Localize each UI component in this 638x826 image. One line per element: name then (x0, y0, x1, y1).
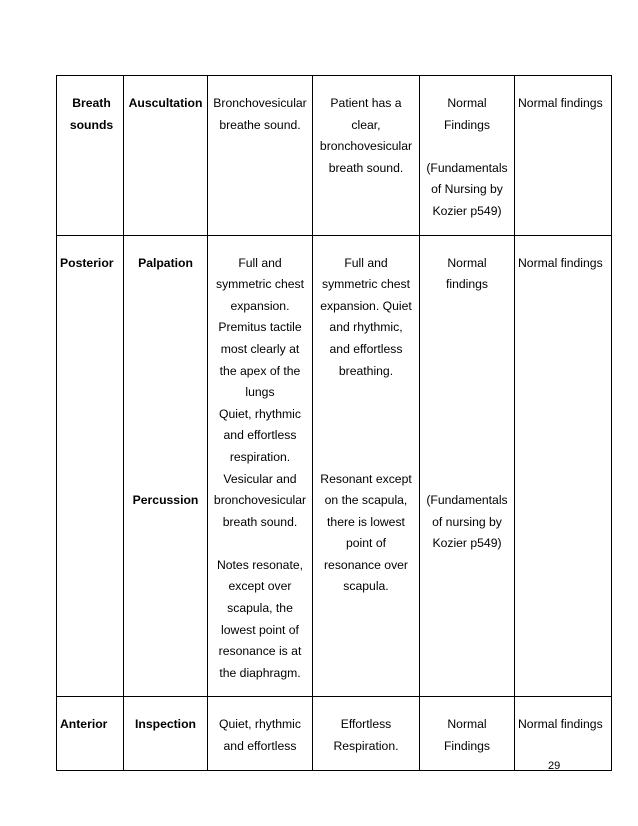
analysis-cell (420, 697, 515, 770)
normal-findings-cell (208, 235, 313, 697)
cell-line: breath sound. (328, 160, 404, 175)
blank-line (420, 339, 514, 361)
cell-line: except over (228, 579, 292, 594)
cell-line: Findings (443, 117, 491, 132)
blank-line (420, 382, 514, 404)
method-cell (124, 235, 208, 697)
cell-line: Full and (238, 255, 282, 270)
blank-line (124, 382, 207, 404)
cell-line: and effortless (223, 428, 297, 443)
actual-findings-cell (313, 697, 420, 770)
cell-line: lowest point of (221, 622, 299, 637)
blank-line (420, 469, 514, 491)
cell-line: scapula. (343, 579, 389, 594)
cell-line: expansion. Quiet (320, 298, 412, 313)
blank-line (124, 317, 207, 339)
cell-line: Kozier p549) (432, 536, 502, 551)
cell-line: most clearly at (220, 341, 300, 356)
assessment-table-body (57, 76, 612, 771)
normal-findings-cell (208, 76, 313, 236)
cell-line: Vesicular and (223, 471, 297, 486)
cell-line: resonance is at (218, 644, 302, 659)
cell-line: Kozier p549) (432, 203, 502, 218)
cell-line: Bronchovesicular (213, 96, 307, 110)
cell-line: clear, (351, 117, 381, 132)
cell-line: of Nursing by (431, 182, 503, 197)
blank-line (124, 404, 207, 426)
blank-line (313, 404, 419, 426)
cell-line: Respiration. (333, 739, 399, 754)
actual-findings-cell (313, 76, 420, 236)
result-text: Normal findings (518, 255, 603, 270)
cell-line: on the scapula, (324, 493, 408, 508)
cell-line: Effortless (340, 717, 392, 732)
blank-line (420, 361, 514, 383)
cell-line: Normal (447, 717, 487, 732)
page-number: 29 (548, 760, 561, 772)
result-cell (515, 235, 612, 697)
cell-line: breathing. (338, 363, 394, 378)
blank-line (124, 339, 207, 361)
cell-line: expansion. (230, 298, 290, 313)
blank-line (124, 361, 207, 383)
cell-line: point of (346, 536, 386, 551)
cell-line: Patient has a (330, 96, 402, 110)
breath-sounds-row (57, 76, 612, 236)
cell-line: sounds (69, 117, 114, 132)
cell-line: symmetric chest (215, 277, 305, 292)
blank-line (124, 425, 207, 447)
cell-line: symmetric chest (321, 277, 411, 292)
cell-line: bronchovesicular (213, 493, 307, 508)
cell-line: (Fundamentals (426, 160, 508, 175)
result-text: Normal findings (518, 717, 603, 732)
blank-line (124, 274, 207, 296)
method-label: Inspection (135, 717, 196, 732)
cell-line: respiration. (229, 449, 291, 464)
cell-line: lungs (245, 385, 275, 400)
cell-line: Premitus tactile (218, 320, 302, 335)
blank-line (313, 425, 419, 447)
blank-line (124, 469, 207, 491)
method-label: Palpation (138, 255, 193, 270)
cell-line: Quiet, rhythmic (219, 406, 301, 421)
result-cell (515, 76, 612, 236)
posterior-row (57, 235, 612, 697)
cell-line: and rhythmic, (329, 320, 403, 335)
normal-findings-cell (208, 697, 313, 770)
cell-line: Notes resonate, (216, 557, 304, 572)
blank-line (420, 404, 514, 426)
assessment-table (56, 75, 612, 771)
method-label: Auscultation (128, 96, 203, 110)
cell-line: Normal (447, 255, 487, 270)
blank-line (420, 425, 514, 447)
cell-line: Findings (443, 739, 491, 754)
blank-line (420, 136, 514, 158)
method-cell (124, 76, 208, 236)
method-cell (124, 697, 208, 770)
blank-line (124, 447, 207, 469)
cell-line: breathe sound. (219, 117, 301, 132)
blank-line (313, 382, 419, 404)
cell-line: resonance over (323, 557, 408, 572)
area-cell (57, 76, 124, 236)
cell-line: Quiet, rhythmic (219, 717, 301, 732)
cell-line: and effortless (329, 341, 403, 356)
blank-line (313, 447, 419, 469)
method-label: Percussion (132, 493, 199, 508)
area-cell (57, 697, 124, 770)
cell-line: Posterior (60, 255, 114, 270)
result-text: Normal findings (518, 96, 603, 110)
cell-line: and effortless (223, 739, 297, 754)
cell-line: scapula, the (227, 601, 293, 616)
area-cell (57, 235, 124, 697)
cell-line: there is lowest (327, 514, 405, 529)
blank-line (420, 317, 514, 339)
result-cell (515, 697, 612, 770)
actual-findings-cell (313, 235, 420, 697)
anterior-row (57, 697, 612, 770)
analysis-cell (420, 76, 515, 236)
cell-line: breath sound. (222, 514, 298, 529)
cell-line: bronchovesicular (319, 139, 413, 154)
cell-line: (Fundamentals (426, 493, 508, 508)
cell-line: the apex of the (219, 363, 301, 378)
blank-line (420, 447, 514, 469)
cell-line: findings (445, 277, 488, 292)
cell-line: Anterior (60, 717, 108, 732)
cell-line: Resonant except (320, 471, 412, 486)
analysis-cell (420, 235, 515, 697)
blank-line (420, 296, 514, 318)
blank-line (208, 533, 312, 555)
cell-line: the diaphragm. (219, 665, 301, 680)
blank-line (124, 296, 207, 318)
cell-line: Breath (72, 96, 111, 110)
cell-line: Normal (447, 96, 487, 110)
cell-line: of nursing by (432, 514, 502, 529)
cell-line: Full and (344, 255, 388, 270)
